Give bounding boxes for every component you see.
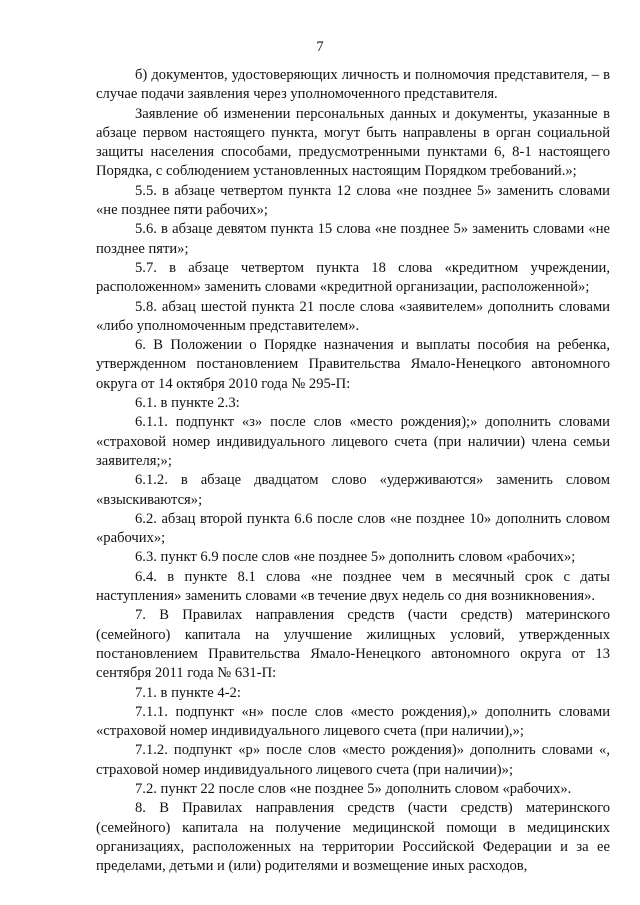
paragraph: 8. В Правилах направления средств (части средств) материнского (семейного) капитала на получение медицинской помощи в медицинских организациях, расположенных на территории Российской Федерации и за ее пределами, детьми и (или) родителями и возмещение иных расходов, — [96, 800, 610, 875]
paragraph: 6.1. в пункте 2.3: — [135, 395, 240, 412]
paragraph: 5.8. абзац шестой пункта 21 после слова «заявителем» дополнить словами «либо уполномоченным представителем». — [96, 298, 610, 334]
paragraph: 6.2. абзац второй пункта 6.6 после слов «не позднее 10» дополнить словом «рабочих»; — [96, 510, 610, 547]
paragraph: 7.2. пункт 22 после слов «не позднее 5» дополнить словом «рабочих». — [135, 780, 572, 797]
paragraph: Заявление об изменении персональных данных и документы, указанные в абзаце первом настоящего пункта, могут быть направлены в орган социальной защиты населения способами, предусмотренными пунктами 6, 8-1 настоящего Порядка, с соблюдением установленных настоящим Порядком требований.»; — [96, 105, 610, 180]
paragraph: 6.1.2. в абзаце двадцатом слово «удерживаются» заменить словом «взыскиваются»; — [96, 472, 610, 508]
page-number: 7 — [316, 39, 324, 55]
document-body — [96, 66, 610, 876]
paragraph: 7.1.1. подпункт «н» после слов «место рождения),» дополнить словами «страховой номер индивидуального лицевого счета (при наличии),»; — [96, 703, 610, 740]
paragraph: 5.5. в абзаце четвертом пункта 12 слова «не позднее 5» заменить словами «не позднее пяти рабочих»; — [96, 182, 610, 219]
paragraph: 6.3. пункт 6.9 после слов «не позднее 5» дополнить словом «рабочих»; — [135, 549, 576, 566]
paragraph: б) документов, удостоверяющих личность и полномочия представителя, – в случае подачи заявления через уполномоченного представителя. — [96, 67, 610, 103]
paragraph: 5.7. в абзаце четвертом пункта 18 слова «кредитном учреждении, расположенном» заменить словами «кредитной организации, расположенной»; — [96, 259, 610, 296]
paragraph: 6.1.1. подпункт «з» после слов «место рождения);» дополнить словами «страховой номер индивидуального лицевого счета (при наличии) члена семьи заявителя;»; — [96, 414, 610, 469]
paragraph: 7.1. в пункте 4-2: — [135, 684, 241, 701]
paragraph: 6.4. в пункте 8.1 слова «не позднее чем в месячный срок с даты наступления» заменить словами «в течение двух недель со дня возникновения». — [96, 568, 610, 605]
paragraph: 5.6. в абзаце девятом пункта 15 слова «не позднее 5» заменить словами «не позднее пяти»; — [96, 221, 610, 257]
paragraph: 6. В Положении о Порядке назначения и выплаты пособия на ребенка, утвержденном постановлением Правительства Ямало-Ненецкого автономного округа от 14 октября 2010 года № 295-П: — [96, 337, 610, 392]
paragraph: 7. В Правилах направления средств (части средств) материнского (семейного) капитала на улучшение жилищных условий, утвержденных постановлением Правительства Ямало-Ненецкого автономного округа от 13 сентября 2011 года № 631-П: — [96, 607, 610, 682]
paragraph: 7.1.2. подпункт «р» после слов «место рождения)» дополнить словами «, страховой номер индивидуального лицевого счета (при наличии)»; — [96, 742, 610, 778]
